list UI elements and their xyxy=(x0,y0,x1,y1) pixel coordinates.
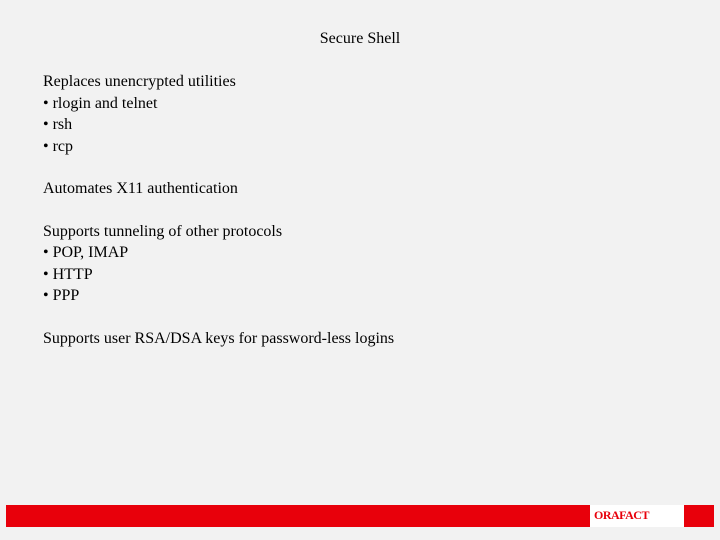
slide-content xyxy=(43,71,683,370)
bullet-item: • rsh xyxy=(43,116,73,133)
logo-text: ORAFACT xyxy=(594,508,649,522)
bullet-item: • rlogin and telnet xyxy=(43,94,158,112)
slide-title: Secure Shell xyxy=(319,30,401,47)
content-group xyxy=(43,221,683,307)
content-group xyxy=(43,328,683,350)
logo xyxy=(590,505,684,527)
content-group xyxy=(43,178,683,200)
group-heading: Supports user RSA/DSA keys for password-less logins xyxy=(43,329,395,347)
bullet-item: • POP, IMAP xyxy=(43,244,129,261)
group-heading: Replaces unencrypted utilities xyxy=(43,73,236,90)
content-group xyxy=(43,71,683,157)
bullet-item: • HTTP xyxy=(43,265,93,283)
group-heading: Supports tunneling of other protocols xyxy=(43,222,283,240)
bullet-item: • rcp xyxy=(43,137,74,155)
bullet-item: • PPP xyxy=(43,287,80,304)
group-heading: Automates X11 authentication xyxy=(43,180,238,197)
